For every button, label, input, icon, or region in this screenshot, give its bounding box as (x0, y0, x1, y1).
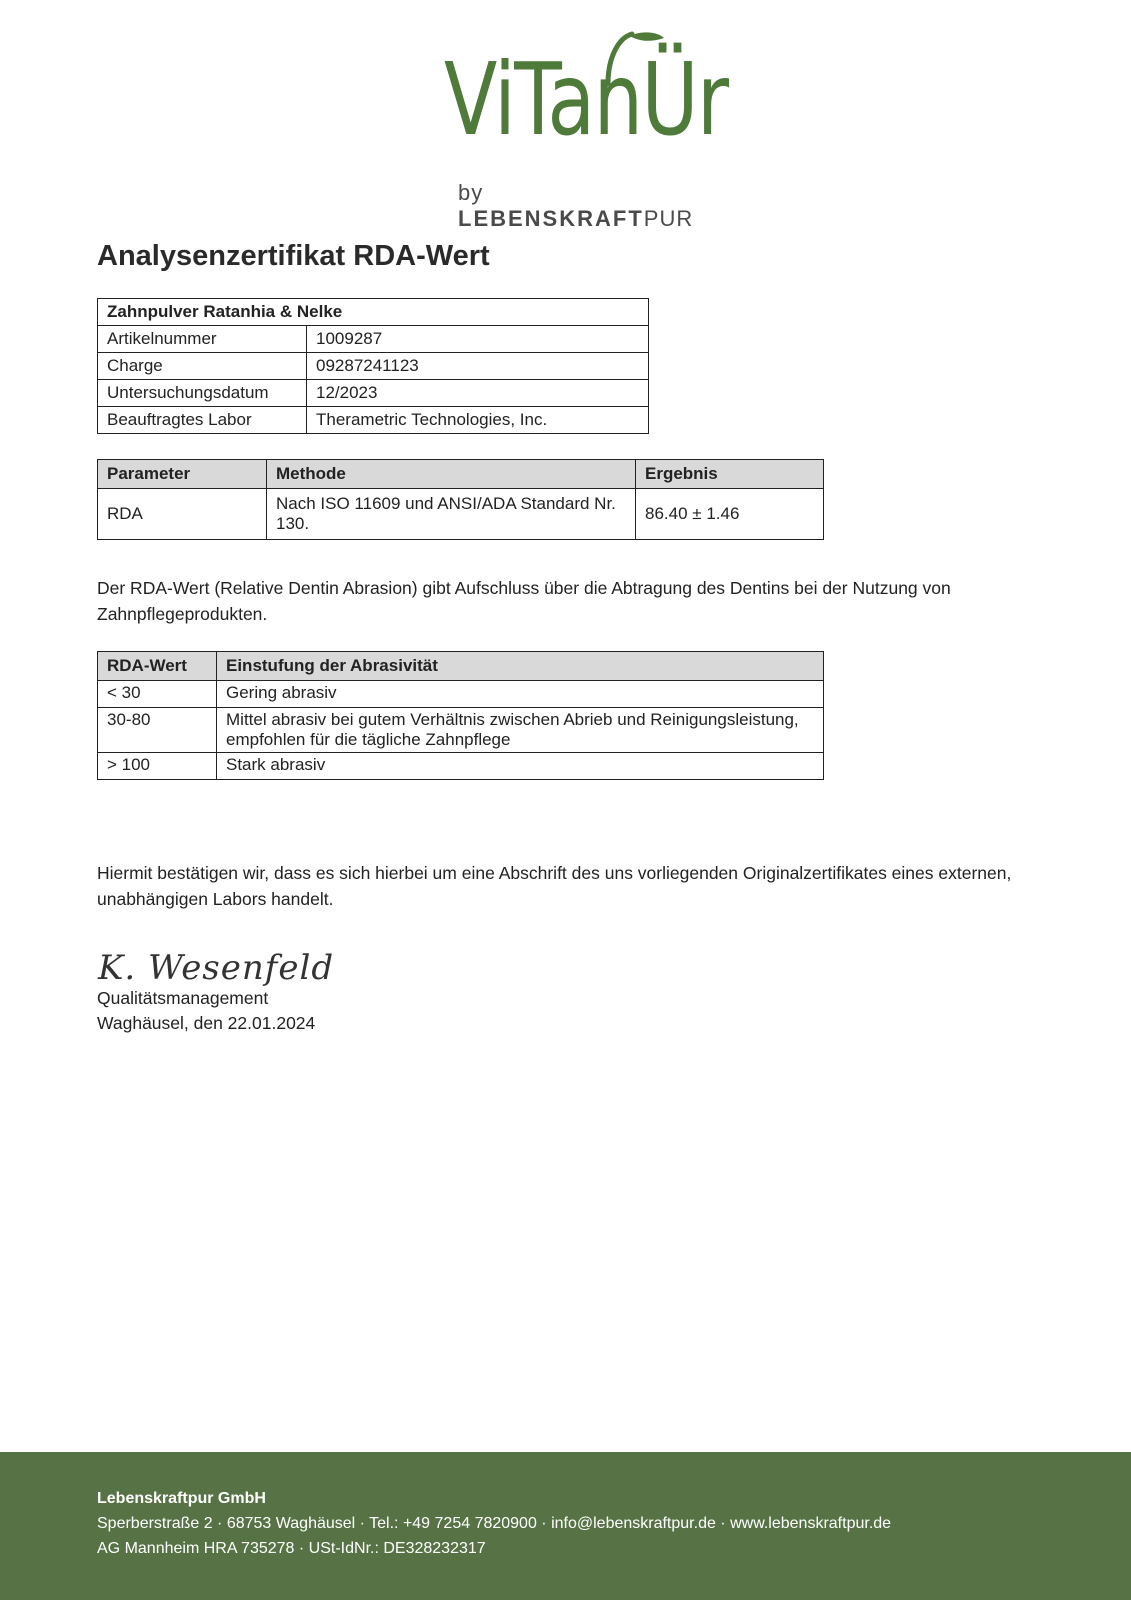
footer-address: Sperberstraße 2 · 68753 Waghäusel · Tel.: +49 7254 7820900 · info@lebenskraftpur.de · www.lebenskraftpur.de (97, 1515, 892, 1532)
table-header-row (98, 460, 824, 489)
rda-classification: Mittel abrasiv bei gutem Verhältnis zwischen Abrieb und Reinigungsleistung, empfohlen für die tägliche Zahnpflege (217, 708, 824, 753)
abrasivity-scale-table (97, 651, 824, 780)
info-value: Therametric Technologies, Inc. (307, 407, 649, 434)
method-cell: Nach ISO 11609 und ANSI/ADA Standard Nr. 130. (267, 489, 636, 540)
footer-register: AG Mannheim HRA 735278 · USt-IdNr.: DE328232317 (97, 1540, 486, 1557)
page-title: Analysenzertifikat RDA-Wert (97, 240, 490, 272)
product-info-table (97, 298, 649, 434)
place-date: Waghäusel, den 22.01.2024 (97, 1013, 316, 1033)
brand-byline (458, 180, 720, 232)
table-row (98, 380, 649, 407)
product-name: Zahnpulver Ratanhia & Nelke (98, 299, 649, 326)
byline-main: LEBENSKRAFT (458, 206, 644, 231)
rda-explanation: Der RDA-Wert (Relative Dentin Abrasion) gibt Aufschluss über die Abtragung des Dentins bei der Nutzung von Zahnpflegeprodukten. (97, 578, 951, 624)
table-row (98, 299, 649, 326)
signature: K. Wesenfeld (98, 948, 335, 988)
rda-range: < 30 (98, 681, 217, 708)
brand-wordmark: ViTanÜr (444, 41, 728, 158)
rda-classification: Stark abrasiv (217, 753, 824, 780)
table-row (98, 407, 649, 434)
info-value: 09287241123 (307, 353, 649, 380)
parameter-cell: RDA (98, 489, 267, 540)
result-cell: 86.40 ± 1.46 (636, 489, 824, 540)
rda-classification: Gering abrasiv (217, 681, 824, 708)
column-header: Ergebnis (636, 460, 824, 489)
column-header: Parameter (98, 460, 267, 489)
results-table (97, 459, 824, 540)
rda-range: > 100 (98, 753, 217, 780)
info-label: Beauftragtes Labor (98, 407, 307, 434)
footer-company: Lebenskraftpur GmbH (97, 1490, 266, 1507)
info-label: Artikelnummer (98, 326, 307, 353)
table-row (98, 708, 824, 753)
byline-prefix: by (458, 180, 484, 205)
rda-range: 30-80 (98, 708, 217, 753)
table-row (98, 753, 824, 780)
info-label: Untersuchungsdatum (98, 380, 307, 407)
column-header: RDA-Wert (98, 652, 217, 681)
signature-role: Qualitätsmanagement (97, 988, 269, 1008)
brand-logo (440, 28, 728, 231)
table-row (98, 353, 649, 380)
byline-suffix: PUR (643, 206, 694, 231)
column-header: Methode (267, 460, 636, 489)
column-header: Einstufung der Abrasivität (217, 652, 824, 681)
table-row (98, 681, 824, 708)
info-value: 12/2023 (307, 380, 649, 407)
table-row (98, 489, 824, 540)
info-label: Charge (98, 353, 307, 380)
footer (0, 1452, 1131, 1600)
confirmation-text: Hiermit bestätigen wir, dass es sich hierbei um eine Abschrift des uns vorliegenden Originalzertifikates eines externen, unabhängigen Labors handelt. (97, 863, 1012, 909)
table-header-row (98, 652, 824, 681)
info-value: 1009287 (307, 326, 649, 353)
table-row (98, 326, 649, 353)
